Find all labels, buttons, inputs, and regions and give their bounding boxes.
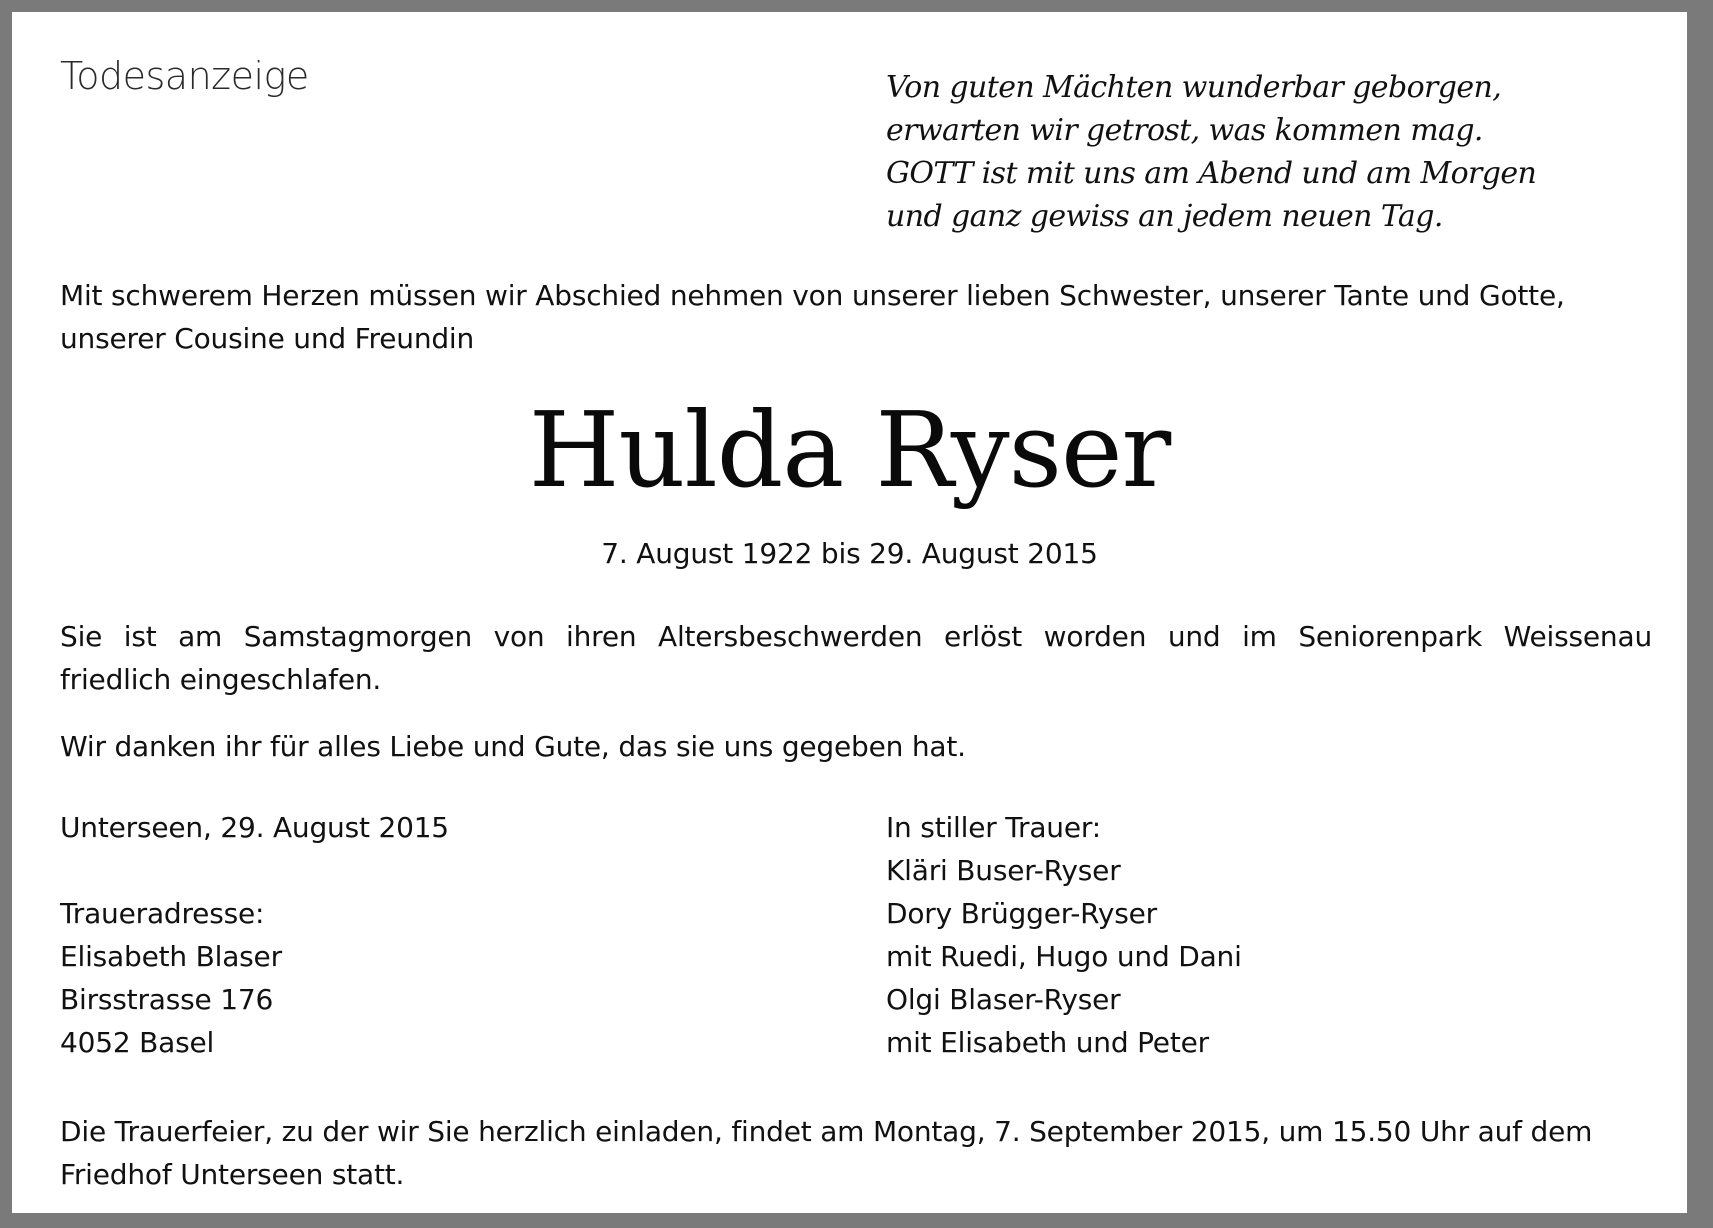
funeral-text (60, 1110, 1660, 1196)
address-line: 4052 Basel (60, 1026, 215, 1059)
verse-line: und ganz gewiss an jedem neuen Tag. (886, 199, 1443, 234)
passing-line: friedlich eingeschlafen. (60, 663, 382, 696)
verse-line: erwarten wir getrost, was kommen mag. (886, 113, 1483, 148)
mourner-line: Olgi Blaser-Ryser (886, 983, 1121, 1016)
mourner-line: Kläri Buser-Ryser (886, 854, 1121, 887)
thanks-text: Wir danken ihr für alles Liebe und Gute, das sie uns gegeben hat. (60, 730, 966, 763)
mourning-address-label: Traueradresse: (60, 897, 265, 930)
deceased-name: Hulda Ryser (528, 389, 1171, 511)
funeral-line: Friedhof Unterseen statt. (60, 1158, 405, 1191)
intro-text (60, 274, 1660, 360)
mourner-line: mit Ruedi, Hugo und Dani (886, 940, 1242, 973)
obituary-heading: Todesanzeige (60, 54, 309, 98)
place-date: Unterseen, 29. August 2015 (60, 811, 449, 844)
intro-line: Mit schwerem Herzen müssen wir Abschied nehmen von unserer lieben Schwester, unserer Tante und Gotte, (60, 279, 1565, 312)
funeral-line: Die Trauerfeier, zu der wir Sie herzlich einladen, findet am Montag, 7. September 2015, um 15.50 Uhr auf dem (60, 1115, 1593, 1148)
verse-line: GOTT ist mit uns am Abend und am Morgen (886, 156, 1537, 191)
life-dates: 7. August 1922 bis 29. August 2015 (601, 537, 1098, 570)
obituary-page (12, 12, 1687, 1213)
passing-line: Sie ist am Samstagmorgen von ihren Altersbeschwerden erlöst worden und im Seniorenpark Weissenau (60, 620, 1652, 653)
mourning-address (60, 892, 282, 1064)
verse-line: Von guten Mächten wunderbar geborgen, (886, 70, 1502, 105)
address-line: Elisabeth Blaser (60, 940, 282, 973)
passing-text (60, 615, 1652, 701)
mourner-line: Dory Brügger-Ryser (886, 897, 1157, 930)
mourner-line: mit Elisabeth und Peter (886, 1026, 1209, 1059)
mourners-label: In stiller Trauer: (886, 811, 1101, 844)
mourners-list (886, 806, 1242, 1064)
address-line: Birsstrasse 176 (60, 983, 274, 1016)
verse-quote (886, 66, 1666, 238)
intro-line: unserer Cousine und Freundin (60, 322, 475, 355)
